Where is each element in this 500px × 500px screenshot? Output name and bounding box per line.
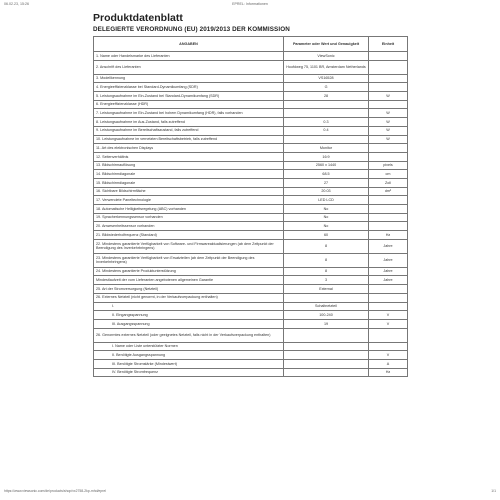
table-row xyxy=(94,351,408,360)
row-value xyxy=(284,328,369,342)
row-value: No xyxy=(284,213,369,222)
row-label: 5. Leistungsaufnahme im Ein-Zustand bei Standard-Dynamikumfang (SDR) xyxy=(94,92,284,101)
row-label: II. Eingangsspannung xyxy=(94,311,284,320)
row-label: I. xyxy=(94,302,284,311)
row-value: Monitor xyxy=(284,144,369,153)
table-row xyxy=(94,170,408,179)
header-label: ANGABEN xyxy=(94,37,284,52)
row-value: 28 xyxy=(284,92,369,101)
print-page-number: 1/1 xyxy=(491,489,496,493)
row-value xyxy=(284,135,369,144)
table-row xyxy=(94,213,408,222)
table-row xyxy=(94,328,408,342)
row-value: No xyxy=(284,205,369,214)
row-value: 0.3 xyxy=(284,118,369,127)
row-unit: W xyxy=(369,109,408,118)
row-unit xyxy=(369,74,408,83)
row-label: 22. Mindestens garantierte Verfügbarkeit von Software- und Firmwareaktualisierungen (ab dem Zeitpunkt der Beendigung des Inverkehrbringens) xyxy=(94,239,284,253)
table-row xyxy=(94,126,408,135)
table-row xyxy=(94,276,408,285)
print-datetime: 06.02.23, 15:26 xyxy=(4,2,29,6)
row-unit xyxy=(369,328,408,342)
row-value: 8 xyxy=(284,253,369,267)
row-unit: W xyxy=(369,118,408,127)
document-subtitle: DELEGIERTE VERORDNUNG (EU) 2019/2013 DER KOMMISSION xyxy=(93,26,290,33)
row-unit: cm xyxy=(369,170,408,179)
table-row xyxy=(94,253,408,267)
row-label: 20. Anwesenheitssensor vorhanden xyxy=(94,222,284,231)
row-label: 12. Seitenverhältnis xyxy=(94,152,284,161)
row-unit: W xyxy=(369,135,408,144)
row-label: 18. Automatische Helligkeitsregelung (ABC) vorhanden xyxy=(94,205,284,214)
row-unit: Hz xyxy=(369,231,408,240)
row-value: 3 xyxy=(284,276,369,285)
row-label: I. Name oder Liste unterstützter Normen xyxy=(94,342,284,351)
row-unit xyxy=(369,302,408,311)
product-datasheet xyxy=(93,12,407,377)
row-value: Schaltnetzteil xyxy=(284,302,369,311)
row-label: III. Ausgangsspannung xyxy=(94,319,284,328)
row-unit xyxy=(369,100,408,109)
row-unit: Zoll xyxy=(369,178,408,187)
row-value: 20.03 xyxy=(284,187,369,196)
table-row xyxy=(94,152,408,161)
row-unit: Jahre xyxy=(369,239,408,253)
row-label: 24. Mindestens garantierte Produktunterstützung xyxy=(94,267,284,276)
table-row xyxy=(94,118,408,127)
table-row xyxy=(94,222,408,231)
row-value: ViewSonic xyxy=(284,52,369,61)
document-title: Produktdatenblatt xyxy=(93,12,183,24)
row-value: 0.4 xyxy=(284,126,369,135)
row-unit: V xyxy=(369,311,408,320)
table-row xyxy=(94,293,408,302)
table-row xyxy=(94,60,408,74)
table-row xyxy=(94,187,408,196)
row-label: 13. Bildschirmauflösung xyxy=(94,161,284,170)
row-label: 21. Bildwiederholfrequenz (Standard) xyxy=(94,231,284,240)
row-label: 15. Bildschirmdiagonale xyxy=(94,178,284,187)
row-value: 16:9 xyxy=(284,152,369,161)
row-unit xyxy=(369,342,408,351)
table-row xyxy=(94,231,408,240)
table-row xyxy=(94,178,408,187)
row-unit: dm² xyxy=(369,187,408,196)
row-label: II. Benötigte Ausgangsspannung xyxy=(94,351,284,360)
row-unit xyxy=(369,144,408,153)
row-value: No xyxy=(284,222,369,231)
row-value xyxy=(284,351,369,360)
row-unit: W xyxy=(369,92,408,101)
row-label: 26. Externes Netzteil (nicht genormt, in der Verkaufsverpackung enthalten) xyxy=(94,293,284,302)
row-label: 23. Mindestens garantierte Verfügbarkeit von Ersatzteilen (ab dem Zeitpunkt der Beendigung des Inverkehrbringens) xyxy=(94,253,284,267)
table-row xyxy=(94,83,408,92)
row-unit: V xyxy=(369,351,408,360)
row-value: 19 xyxy=(284,319,369,328)
row-value xyxy=(284,100,369,109)
table-row xyxy=(94,368,408,377)
row-unit xyxy=(369,60,408,74)
row-unit xyxy=(369,222,408,231)
row-label: 3. Modellkennung xyxy=(94,74,284,83)
table-row xyxy=(94,205,408,214)
datasheet-table xyxy=(93,36,408,377)
row-value xyxy=(284,342,369,351)
row-value: 2560 x 1440 xyxy=(284,161,369,170)
row-label: 14. Bildschirmdiagonale xyxy=(94,170,284,179)
print-page-title: EPREL: Informationen xyxy=(232,2,268,6)
row-value: VS16528 xyxy=(284,74,369,83)
table-row xyxy=(94,109,408,118)
table-row xyxy=(94,144,408,153)
table-row xyxy=(94,311,408,320)
row-unit xyxy=(369,52,408,61)
table-row xyxy=(94,285,408,294)
row-unit: Hz xyxy=(369,368,408,377)
row-label: 4. Energieeffizienzklasse bei Standard-Dynamikumfang (SDR) xyxy=(94,83,284,92)
table-row xyxy=(94,239,408,253)
row-label: 2. Anschrift des Lieferanten xyxy=(94,60,284,74)
row-label: 11. Art des elektronischen Displays xyxy=(94,144,284,153)
row-label: Mindestlaufzeit der vom Lieferanten angebotenen allgemeinen Garantie xyxy=(94,276,284,285)
row-value: 8 xyxy=(284,239,369,253)
table-row xyxy=(94,302,408,311)
row-value: External xyxy=(284,285,369,294)
row-unit: Jahre xyxy=(369,267,408,276)
row-label: 19. Spracherkennungssensor vorhanden xyxy=(94,213,284,222)
row-value: 27 xyxy=(284,178,369,187)
row-label: IV. Benötigte Stromfrequenz xyxy=(94,368,284,377)
row-value xyxy=(284,368,369,377)
row-value: G xyxy=(284,83,369,92)
row-value xyxy=(284,109,369,118)
row-label: 16. Sichtbare Bildschirmfläche xyxy=(94,187,284,196)
row-value xyxy=(284,293,369,302)
table-row xyxy=(94,319,408,328)
header-value: Parameter oder Wert und Genauigkeit xyxy=(284,37,369,52)
row-unit xyxy=(369,285,408,294)
table-row xyxy=(94,267,408,276)
table-row xyxy=(94,52,408,61)
row-value xyxy=(284,359,369,368)
row-label: 8. Leistungsaufnahme im Aus-Zustand, falls zutreffend xyxy=(94,118,284,127)
row-value: 100-240 xyxy=(284,311,369,320)
row-label: 6. Energieeffizienzklasse (HDR) xyxy=(94,100,284,109)
table-row xyxy=(94,359,408,368)
row-label: 26. Genormtes externes Netzteil (oder geeignetes Netzteil, falls nicht in der Verkaufsverpackung enthalten) xyxy=(94,328,284,342)
row-unit xyxy=(369,293,408,302)
table-row xyxy=(94,135,408,144)
row-label: III. Benötigte Stromstärke (Mindestwert) xyxy=(94,359,284,368)
table-row xyxy=(94,74,408,83)
table-row xyxy=(94,92,408,101)
row-unit: Jahre xyxy=(369,276,408,285)
row-label: 25. Art der Stromversorgung (Netzteil) xyxy=(94,285,284,294)
row-value: 60 xyxy=(284,231,369,240)
row-unit xyxy=(369,205,408,214)
print-header xyxy=(4,2,496,10)
row-unit: V xyxy=(369,319,408,328)
row-label: 7. Leistungsaufnahme im Ein-Zustand bei hohem Dynamikumfang (HDR), falls vorhanden xyxy=(94,109,284,118)
row-label: 10. Leistungsaufnahme im vernetzten Bereitschaftsbetrieb, falls zutreffend xyxy=(94,135,284,144)
print-url: https://www.viewsonic.com/de/products/shop/vx2758-2kp-mhd/eprel xyxy=(4,489,106,493)
row-unit xyxy=(369,152,408,161)
row-value: LED LCD xyxy=(284,196,369,205)
row-value: 8 xyxy=(284,267,369,276)
row-unit: W xyxy=(369,126,408,135)
row-label: 1. Name oder Handelsmarke des Lieferanten xyxy=(94,52,284,61)
table-row xyxy=(94,100,408,109)
row-unit: A xyxy=(369,359,408,368)
row-unit: Jahre xyxy=(369,253,408,267)
row-unit xyxy=(369,83,408,92)
row-unit: pixels xyxy=(369,161,408,170)
row-label: 17. Verwendete Paneltechnologie xyxy=(94,196,284,205)
header-unit: Einheit xyxy=(369,37,408,52)
table-row xyxy=(94,342,408,351)
row-unit xyxy=(369,213,408,222)
row-value: Hoofdweg 75, 1101 BR, Amsterdam Netherlands xyxy=(284,60,369,74)
table-row xyxy=(94,196,408,205)
print-footer xyxy=(4,489,496,497)
table-header-row xyxy=(94,37,408,52)
table-row xyxy=(94,161,408,170)
row-unit xyxy=(369,196,408,205)
row-value: 68.5 xyxy=(284,170,369,179)
row-label: 9. Leistungsaufnahme im Bereitschaftszustand, falls zutreffend xyxy=(94,126,284,135)
